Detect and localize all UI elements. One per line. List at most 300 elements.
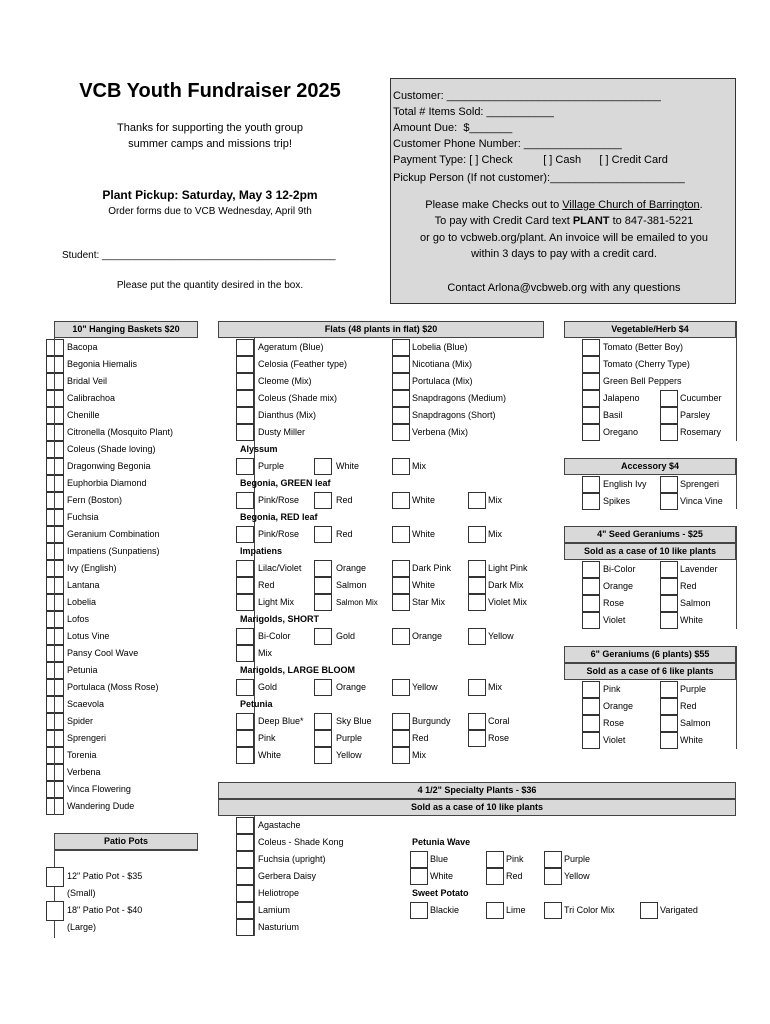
- hanging-basket-item: Calibrachoa: [67, 393, 116, 403]
- flat-item: Gold: [258, 682, 278, 692]
- flat-qty-box[interactable]: [468, 730, 486, 747]
- six-geranium-qty-box[interactable]: [660, 698, 678, 715]
- flat-item: Mix: [412, 750, 426, 760]
- flat-item: Gold: [336, 631, 356, 641]
- column-divider: [736, 458, 737, 509]
- flat-item: Red: [412, 733, 429, 743]
- hanging-basket-item: Bridal Veil: [67, 376, 108, 386]
- flat-item: Mix: [258, 648, 272, 658]
- specialty-item: Pink: [506, 854, 524, 864]
- hanging-basket-item: Pansy Cool Wave: [67, 648, 139, 658]
- flat-qty-box[interactable]: [236, 679, 254, 696]
- hanging-basket-qty-box[interactable]: [46, 781, 64, 798]
- flat-qty-box[interactable]: [236, 577, 254, 594]
- student-field[interactable]: Student: __________________________________________: [62, 250, 336, 261]
- hanging-basket-item: Begonia Hiemalis: [67, 359, 138, 369]
- hanging-basket-qty-box[interactable]: [46, 713, 64, 730]
- hanging-basket-qty-box[interactable]: [46, 645, 64, 662]
- veg-qty-box[interactable]: [582, 390, 600, 407]
- seed-geranium-item: Violet: [603, 615, 626, 625]
- veg-item: Rosemary: [680, 427, 722, 437]
- quantity-box[interactable]: [392, 458, 410, 475]
- flat-item: Celosia (Feather type): [258, 359, 348, 369]
- flat-qty-box[interactable]: [392, 730, 410, 747]
- veg-item: Parsley: [680, 410, 711, 420]
- flat-item: White: [412, 529, 436, 539]
- hanging-baskets-header: 10" Hanging Baskets $20: [54, 321, 198, 338]
- veg-qty-box[interactable]: [660, 390, 678, 407]
- flat-item: Yellow: [336, 750, 362, 760]
- flat-item: Lobelia (Blue): [412, 342, 468, 352]
- seed-geranium-qty-box[interactable]: [582, 561, 600, 578]
- flat-qty-box[interactable]: [392, 747, 410, 764]
- quantity-box[interactable]: [486, 902, 504, 919]
- flat-item: Light Mix: [258, 597, 295, 607]
- flat-qty-box[interactable]: [236, 730, 254, 747]
- specialty-group-petunia-wave: Petunia Wave: [412, 837, 471, 847]
- accessory-qty-box[interactable]: [582, 476, 600, 493]
- hanging-basket-qty-box[interactable]: [46, 373, 64, 390]
- flat-qty-box[interactable]: [468, 594, 486, 611]
- flat-group-begonia-green: Begonia, GREEN leaf: [240, 478, 331, 488]
- hanging-basket-qty-box[interactable]: [46, 679, 64, 696]
- hanging-basket-item: Vinca Flowering: [67, 784, 131, 794]
- hanging-basket-qty-box[interactable]: [46, 628, 64, 645]
- checks-note: [391, 199, 737, 211]
- hanging-basket-qty-box[interactable]: [46, 764, 64, 781]
- contact-note: Contact Arlona@vcbweb.org with any questions: [447, 282, 681, 294]
- flat-qty-box[interactable]: [314, 730, 332, 747]
- specialty-qty-box[interactable]: [236, 902, 254, 919]
- accessory-qty-box[interactable]: [660, 493, 678, 510]
- veg-qty-box[interactable]: [660, 407, 678, 424]
- flat-item: Salmon: [336, 580, 367, 590]
- pickup-info: Plant Pickup: Saturday, May 3 12-2pm: [102, 188, 318, 202]
- hanging-basket-qty-box[interactable]: [46, 441, 64, 458]
- six-geranium-qty-box[interactable]: [660, 732, 678, 749]
- column-divider: [254, 816, 255, 936]
- flat-item: Rose: [488, 733, 510, 743]
- flat-qty-box[interactable]: [468, 628, 486, 645]
- flat-item: Pink/Rose: [258, 529, 300, 539]
- hanging-basket-qty-box[interactable]: [46, 611, 64, 628]
- flat-group-impatiens: Impatiens: [240, 546, 283, 556]
- hanging-basket-item: Portulaca (Moss Rose): [67, 682, 159, 692]
- web-note: or go to vcbweb.org/plant. An invoice will be emailed to you: [420, 232, 708, 244]
- seed-geranium-qty-box[interactable]: [582, 612, 600, 629]
- flat-item: Purple: [258, 461, 285, 471]
- flat-item: Red: [336, 529, 353, 539]
- hanging-basket-qty-box[interactable]: [46, 798, 64, 815]
- veg-item: Tomato (Better Boy): [603, 342, 684, 352]
- flat-item: White: [412, 580, 436, 590]
- patio-pot-size: (Large): [67, 922, 97, 932]
- flat-item: Mix: [488, 529, 502, 539]
- flat-item: Coral: [488, 716, 510, 726]
- flat-qty-box[interactable]: [236, 339, 254, 356]
- flat-qty-box[interactable]: [236, 560, 254, 577]
- seed-geraniums-subtitle: Sold as a case of 10 like plants: [564, 543, 736, 560]
- accessory-qty-box[interactable]: [660, 476, 678, 493]
- flat-item: Orange: [336, 682, 367, 692]
- flat-item: Red: [258, 580, 275, 590]
- quantity-box[interactable]: [486, 868, 504, 885]
- six-geranium-item: Violet: [603, 735, 626, 745]
- page-title: VCB Youth Fundraiser 2025: [79, 80, 341, 102]
- invoice-note: within 3 days to pay with a credit card.: [471, 248, 657, 260]
- accessory-item: Sprengeri: [680, 479, 720, 489]
- flat-item: Dark Mix: [488, 580, 524, 590]
- flats-header: Flats (48 plants in flat) $20: [218, 321, 544, 338]
- patio-pots-header: Patio Pots: [54, 833, 198, 850]
- customer-field[interactable]: Customer: ___________________________________: [393, 90, 661, 102]
- flat-item: Cleome (Mix): [258, 376, 312, 386]
- specialty-item: White: [430, 871, 454, 881]
- specialty-qty-box[interactable]: [236, 817, 254, 834]
- flat-qty-box[interactable]: [392, 526, 410, 543]
- flat-qty-box[interactable]: [236, 492, 254, 509]
- six-geranium-item: Salmon: [680, 718, 711, 728]
- veg-qty-box[interactable]: [582, 424, 600, 441]
- hanging-basket-qty-box[interactable]: [46, 747, 64, 764]
- vegetable-herb-header: Vegetable/Herb $4: [564, 321, 736, 338]
- flat-item: Ageratum (Blue): [258, 342, 324, 352]
- hanging-basket-qty-box[interactable]: [46, 356, 64, 373]
- six-geranium-item: Rose: [603, 718, 625, 728]
- veg-qty-box[interactable]: [582, 339, 600, 356]
- flat-qty-box[interactable]: [314, 713, 332, 730]
- flat-qty-box[interactable]: [236, 373, 254, 390]
- flat-item: Yellow: [488, 631, 514, 641]
- seed-geranium-qty-box[interactable]: [660, 578, 678, 595]
- flat-item: Bi-Color: [258, 631, 291, 641]
- cc-note-pre: To pay with Credit Card text: [434, 215, 573, 227]
- hanging-basket-item: Lantana: [67, 580, 100, 590]
- hanging-basket-qty-box[interactable]: [46, 696, 64, 713]
- veg-item: Cucumber: [680, 393, 722, 403]
- quantity-box[interactable]: [544, 902, 562, 919]
- veg-item: Tomato (Cherry Type): [603, 359, 690, 369]
- accessory-header: Accessory $4: [564, 458, 736, 475]
- hanging-basket-qty-box[interactable]: [46, 492, 64, 509]
- six-geranium-item: Red: [680, 701, 697, 711]
- specialty-item: Varigated: [660, 905, 698, 915]
- flat-qty-box[interactable]: [468, 492, 486, 509]
- hanging-basket-item: Lofos: [67, 614, 90, 624]
- cc-note-post: to 847-381-5221: [609, 215, 694, 227]
- seed-geraniums-header: 4" Seed Geraniums - $25: [564, 526, 736, 543]
- specialty-item: Gerbera Daisy: [258, 871, 317, 881]
- flat-qty-box[interactable]: [392, 577, 410, 594]
- hanging-basket-qty-box[interactable]: [46, 662, 64, 679]
- flat-qty-box[interactable]: [236, 356, 254, 373]
- customer-box: [390, 78, 736, 304]
- quantity-box[interactable]: [544, 868, 562, 885]
- hanging-basket-qty-box[interactable]: [46, 458, 64, 475]
- six-geranium-qty-box[interactable]: [582, 715, 600, 732]
- seed-geranium-qty-box[interactable]: [582, 578, 600, 595]
- flat-item: Orange: [336, 563, 367, 573]
- flat-item: Snapdragons (Medium): [412, 393, 507, 403]
- thanks-line-1: Thanks for supporting the youth group: [117, 122, 303, 134]
- flat-group-marigold-short: Marigolds, SHORT: [240, 614, 320, 624]
- specialty-item: Lime: [506, 905, 526, 915]
- flat-item: Snapdragons (Short): [412, 410, 496, 420]
- flat-item: Pink/Rose: [258, 495, 300, 505]
- flat-item: Purple: [336, 733, 363, 743]
- column-divider: [736, 321, 737, 441]
- quantity-box[interactable]: [236, 645, 254, 662]
- flat-qty-box[interactable]: [236, 628, 254, 645]
- specialty-group-sweet-potato: Sweet Potato: [412, 888, 469, 898]
- flat-qty-box[interactable]: [314, 492, 332, 509]
- six-geranium-qty-box[interactable]: [582, 698, 600, 715]
- checks-note-pre: Please make Checks out to: [425, 199, 563, 211]
- flat-qty-box[interactable]: [392, 492, 410, 509]
- flat-qty-box[interactable]: [314, 628, 332, 645]
- flat-item: Burgundy: [412, 716, 451, 726]
- flat-qty-box[interactable]: [314, 594, 332, 611]
- hanging-basket-item: Impatiens (Sunpatiens): [67, 546, 160, 556]
- pickup-person-field[interactable]: Pickup Person (If not customer):______________________: [393, 172, 685, 184]
- credit-card-note: [391, 215, 737, 227]
- quantity-box[interactable]: [544, 851, 562, 868]
- flat-item: Yellow: [412, 682, 438, 692]
- quantity-box[interactable]: [410, 902, 428, 919]
- quantity-box[interactable]: [486, 851, 504, 868]
- thanks-line-2: summer camps and missions trip!: [128, 138, 292, 150]
- flat-item: Salmon Mix: [336, 598, 378, 607]
- hanging-basket-item: Wandering Dude: [67, 801, 135, 811]
- six-geranium-qty-box[interactable]: [660, 681, 678, 698]
- specialty-item: Red: [506, 871, 523, 881]
- seed-geranium-item: Orange: [603, 581, 634, 591]
- flat-item: Coleus (Shade mix): [258, 393, 338, 403]
- veg-qty-box[interactable]: [660, 424, 678, 441]
- seed-geranium-item: Rose: [603, 598, 625, 608]
- hanging-basket-qty-box[interactable]: [46, 509, 64, 526]
- hanging-basket-qty-box[interactable]: [46, 407, 64, 424]
- accessory-item: Spikes: [603, 496, 631, 506]
- six-geranium-qty-box[interactable]: [582, 681, 600, 698]
- specialty-item: Blackie: [430, 905, 460, 915]
- flat-item: Light Pink: [488, 563, 528, 573]
- flat-qty-box[interactable]: [392, 356, 410, 373]
- flat-qty-box[interactable]: [236, 424, 254, 441]
- flat-item: Pink: [258, 733, 276, 743]
- hanging-basket-qty-box[interactable]: [46, 730, 64, 747]
- seed-geranium-item: White: [680, 615, 704, 625]
- patio-pot-item: 12" Patio Pot - $35: [67, 871, 143, 881]
- six-geranium-qty-box[interactable]: [660, 715, 678, 732]
- specialty-item: Heliotrope: [258, 888, 300, 898]
- hanging-basket-item: Geranium Combination: [67, 529, 160, 539]
- row-divider: [54, 850, 198, 851]
- specialty-qty-box[interactable]: [236, 919, 254, 936]
- flat-qty-box[interactable]: [392, 560, 410, 577]
- cc-keyword: PLANT: [572, 215, 610, 227]
- flat-qty-box[interactable]: [236, 526, 254, 543]
- flat-item: White: [336, 461, 360, 471]
- due-date: Order forms due to VCB Wednesday, April 9th: [108, 206, 312, 217]
- specialty-item: Yellow: [564, 871, 590, 881]
- flat-qty-box[interactable]: [468, 679, 486, 696]
- accessory-item: Vinca Vine: [680, 496, 723, 506]
- quantity-box[interactable]: [410, 868, 428, 885]
- patio-pot-18-qty-box[interactable]: [46, 901, 64, 921]
- hanging-basket-qty-box[interactable]: [46, 526, 64, 543]
- hanging-basket-qty-box[interactable]: [46, 577, 64, 594]
- hanging-basket-item: Coleus (Shade loving): [67, 444, 156, 454]
- flat-group-alyssum: Alyssum: [240, 444, 278, 454]
- veg-qty-box[interactable]: [582, 356, 600, 373]
- accessory-qty-box[interactable]: [582, 493, 600, 510]
- checks-note-post: .: [699, 199, 703, 211]
- flat-qty-box[interactable]: [392, 679, 410, 696]
- flat-item: Dianthus (Mix): [258, 410, 317, 420]
- flat-qty-box[interactable]: [314, 577, 332, 594]
- six-geranium-qty-box[interactable]: [582, 732, 600, 749]
- flat-qty-box[interactable]: [314, 560, 332, 577]
- specialty-plants-subtitle: Sold as a case of 10 like plants: [218, 799, 736, 816]
- flat-item: White: [258, 750, 282, 760]
- quantity-box[interactable]: [314, 458, 332, 475]
- specialty-plants-header: 4 1/2" Specialty Plants - $36: [218, 782, 736, 799]
- veg-item: Basil: [603, 410, 623, 420]
- hanging-basket-qty-box[interactable]: [46, 475, 64, 492]
- specialty-qty-box[interactable]: [236, 868, 254, 885]
- column-divider: [54, 321, 55, 815]
- flat-qty-box[interactable]: [392, 424, 410, 441]
- hanging-basket-item: Euphorbia Diamond: [67, 478, 147, 488]
- veg-item: Jalapeno: [603, 393, 640, 403]
- hanging-basket-item: Fuchsia: [67, 512, 99, 522]
- flat-qty-box[interactable]: [392, 339, 410, 356]
- specialty-qty-box[interactable]: [236, 834, 254, 851]
- flat-qty-box[interactable]: [314, 526, 332, 543]
- seed-geranium-qty-box[interactable]: [660, 595, 678, 612]
- quantity-box[interactable]: [640, 902, 658, 919]
- hanging-basket-item: Spider: [67, 716, 94, 726]
- flat-item: Lilac/Violet: [258, 563, 302, 573]
- flat-item: Mix: [488, 495, 502, 505]
- hanging-basket-qty-box[interactable]: [46, 339, 64, 356]
- flat-qty-box[interactable]: [468, 560, 486, 577]
- flat-group-begonia-red: Begonia, RED leaf: [240, 512, 318, 522]
- hanging-basket-item: Petunia: [67, 665, 98, 675]
- veg-qty-box[interactable]: [582, 407, 600, 424]
- flat-group-petunia: Petunia: [240, 699, 273, 709]
- patio-pot-size: (Small): [67, 888, 96, 898]
- flat-qty-box[interactable]: [392, 373, 410, 390]
- hanging-basket-item: Bacopa: [67, 342, 98, 352]
- hanging-basket-item: Lobelia: [67, 597, 97, 607]
- flat-group-marigold-large: Marigolds, LARGE BLOOM: [240, 665, 356, 675]
- specialty-qty-box[interactable]: [236, 851, 254, 868]
- specialty-item: Tri Color Mix: [564, 905, 615, 915]
- flat-item: Dark Pink: [412, 563, 452, 573]
- flat-item: Deep Blue*: [258, 716, 304, 726]
- quantity-note: Please put the quantity desired in the box.: [116, 280, 304, 291]
- quantity-box[interactable]: [236, 458, 254, 475]
- hanging-basket-qty-box[interactable]: [46, 390, 64, 407]
- specialty-item: Purple: [564, 854, 591, 864]
- flat-item: Portulaca (Mix): [412, 376, 473, 386]
- flat-qty-box[interactable]: [392, 594, 410, 611]
- hanging-basket-qty-box[interactable]: [46, 560, 64, 577]
- flat-qty-box[interactable]: [236, 747, 254, 764]
- six-geranium-item: White: [680, 735, 704, 745]
- flat-item: Sky Blue: [336, 716, 372, 726]
- veg-item: Green Bell Peppers: [603, 376, 682, 386]
- flat-qty-box[interactable]: [392, 407, 410, 424]
- total-items-field[interactable]: Total # Items Sold: ___________: [393, 106, 554, 118]
- quantity-box[interactable]: [410, 851, 428, 868]
- flat-item: Star Mix: [412, 597, 446, 607]
- seed-geranium-qty-box[interactable]: [660, 612, 678, 629]
- veg-qty-box[interactable]: [582, 373, 600, 390]
- flat-qty-box[interactable]: [392, 628, 410, 645]
- hanging-basket-qty-box[interactable]: [46, 543, 64, 560]
- seed-geranium-qty-box[interactable]: [582, 595, 600, 612]
- flat-qty-box[interactable]: [236, 407, 254, 424]
- amount-due-field[interactable]: Amount Due: $_______: [393, 122, 513, 134]
- flat-item: Dusty Miller: [258, 427, 306, 437]
- column-divider: [736, 526, 737, 629]
- hanging-basket-item: Dragonwing Begonia: [67, 461, 151, 471]
- flat-item: Nicotiana (Mix): [412, 359, 473, 369]
- seed-geranium-item: Bi-Color: [603, 564, 636, 574]
- seed-geranium-item: Red: [680, 581, 697, 591]
- flat-qty-box[interactable]: [468, 577, 486, 594]
- hanging-basket-qty-box[interactable]: [46, 594, 64, 611]
- hanging-basket-item: Lotus Vine: [67, 631, 110, 641]
- patio-pot-12-qty-box[interactable]: [46, 867, 64, 887]
- seed-geranium-item: Lavender: [680, 564, 718, 574]
- column-divider: [736, 646, 737, 749]
- flat-qty-box[interactable]: [392, 390, 410, 407]
- six-geraniums-subtitle: Sold as a case of 6 like plants: [564, 663, 736, 680]
- flat-item: Red: [336, 495, 353, 505]
- six-geranium-item: Orange: [603, 701, 634, 711]
- flat-qty-box[interactable]: [468, 713, 486, 730]
- flat-qty-box[interactable]: [468, 526, 486, 543]
- six-geranium-item: Purple: [680, 684, 707, 694]
- flat-item: Mix: [412, 461, 426, 471]
- specialty-qty-box[interactable]: [236, 885, 254, 902]
- seed-geranium-qty-box[interactable]: [660, 561, 678, 578]
- flat-qty-box[interactable]: [236, 390, 254, 407]
- phone-field[interactable]: Customer Phone Number: ________________: [393, 138, 622, 150]
- flat-qty-box[interactable]: [236, 594, 254, 611]
- flat-qty-box[interactable]: [314, 747, 332, 764]
- veg-item: Oregano: [603, 427, 639, 437]
- flat-item: White: [412, 495, 436, 505]
- flat-qty-box[interactable]: [314, 679, 332, 696]
- six-geraniums-header: 6" Geraniums (6 plants) $55: [564, 646, 736, 663]
- hanging-basket-item: Fern (Boston): [67, 495, 123, 505]
- seed-geranium-item: Salmon: [680, 598, 711, 608]
- flat-item: Mix: [488, 682, 502, 692]
- payment-type-field[interactable]: Payment Type: [ ] Check [ ] Cash [ ] Credit Card: [393, 154, 668, 166]
- specialty-item: Nasturium: [258, 922, 300, 932]
- hanging-basket-qty-box[interactable]: [46, 424, 64, 441]
- hanging-basket-item: Chenille: [67, 410, 100, 420]
- flat-item: Verbena (Mix): [412, 427, 469, 437]
- church-name-link: Village Church of Barrington: [562, 199, 700, 211]
- flat-qty-box[interactable]: [236, 713, 254, 730]
- flat-qty-box[interactable]: [392, 713, 410, 730]
